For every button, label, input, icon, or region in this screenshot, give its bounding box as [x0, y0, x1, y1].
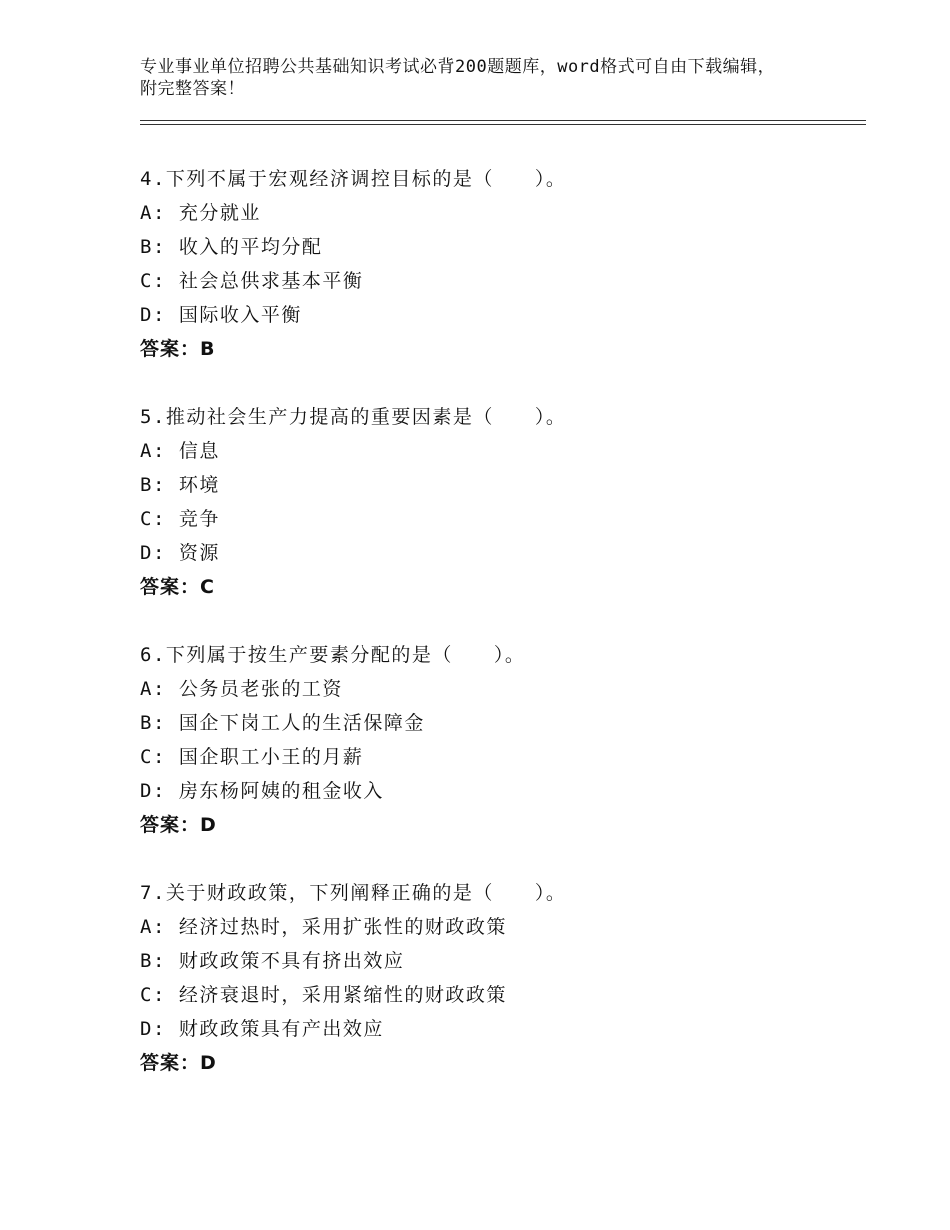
option-c: C: 经济衰退时，采用紧缩性的财政政策	[140, 984, 507, 1006]
question-stem: 6.下列属于按生产要素分配的是（ ）。	[140, 644, 526, 666]
question-4	[140, 162, 860, 366]
option-a: A: 经济过热时，采用扩张性的财政政策	[140, 916, 507, 938]
answer-label: 答案：D	[140, 814, 217, 836]
question-5	[140, 400, 860, 604]
option-a: A: 信息	[140, 440, 220, 462]
question-6	[140, 638, 860, 842]
header-divider	[140, 120, 866, 125]
option-c: C: 国企职工小王的月薪	[140, 746, 364, 768]
question-list	[140, 162, 860, 1114]
question-7	[140, 876, 860, 1080]
option-c: C: 社会总供求基本平衡	[140, 270, 364, 292]
option-d: D: 财政政策具有产出效应	[140, 1018, 384, 1040]
option-d: D: 资源	[140, 542, 220, 564]
question-stem: 7.关于财政政策，下列阐释正确的是（ ）。	[140, 882, 567, 904]
answer-label: 答案：C	[140, 576, 215, 598]
option-d: D: 国际收入平衡	[140, 304, 302, 326]
answer-label: 答案：B	[140, 338, 216, 360]
option-a: A: 公务员老张的工资	[140, 678, 343, 700]
document-header: 专业事业单位招聘公共基础知识考试必背200题题库，word格式可自由下载编辑，附完整答案！	[140, 57, 776, 99]
answer-label: 答案：D	[140, 1052, 217, 1074]
option-b: B: 环境	[140, 474, 220, 496]
option-c: C: 竞争	[140, 508, 220, 530]
question-stem: 4.下列不属于宏观经济调控目标的是（ ）。	[140, 168, 567, 190]
option-b: B: 财政政策不具有挤出效应	[140, 950, 405, 972]
question-stem: 5.推动社会生产力提高的重要因素是（ ）。	[140, 406, 567, 428]
option-b: B: 收入的平均分配	[140, 236, 323, 258]
option-d: D: 房东杨阿姨的租金收入	[140, 780, 384, 802]
option-a: A: 充分就业	[140, 202, 261, 224]
option-b: B: 国企下岗工人的生活保障金	[140, 712, 425, 734]
